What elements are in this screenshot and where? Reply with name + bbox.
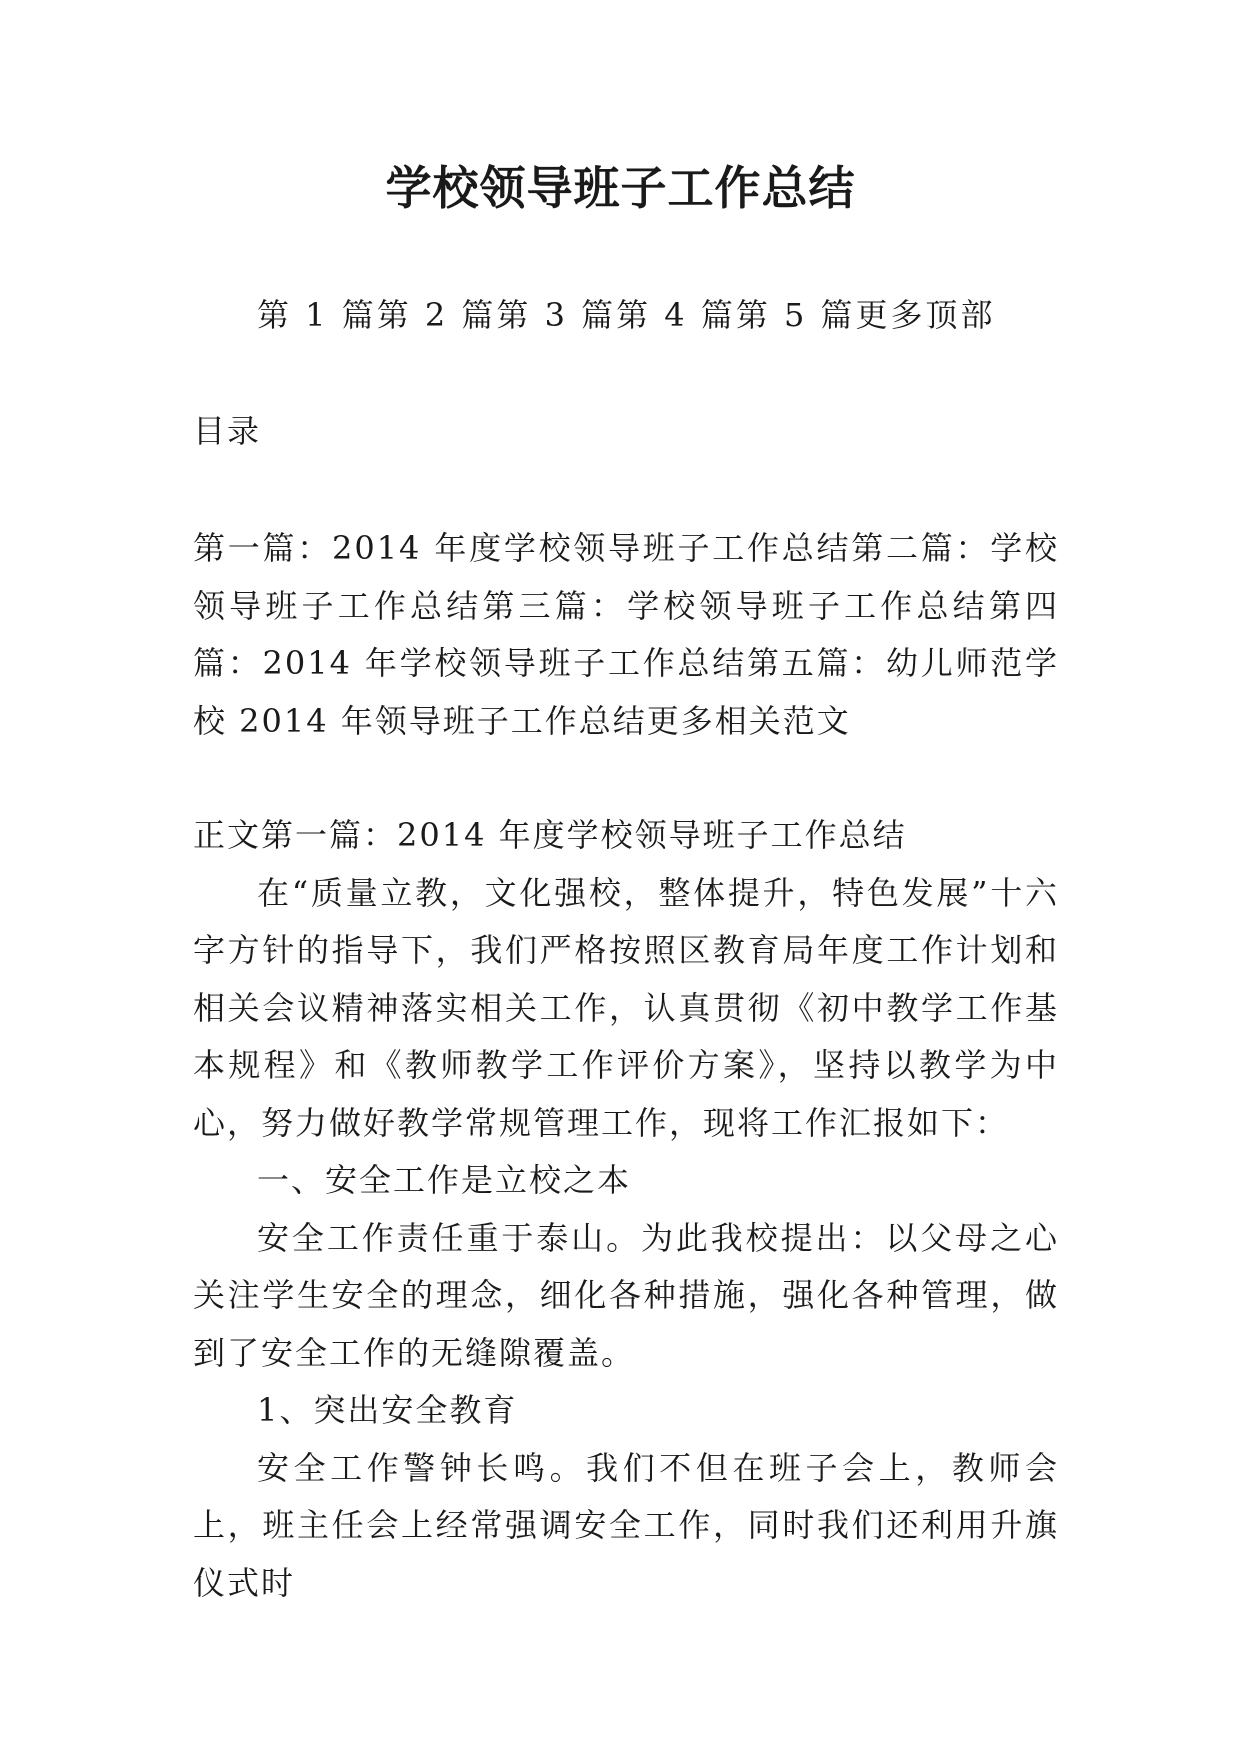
section-heading: 正文第一篇：2014 年度学校领导班子工作总结 — [193, 816, 907, 854]
chapter-navigation: 第 1 篇第 2 篇第 3 篇第 4 篇第 5 篇更多顶部 — [257, 296, 996, 334]
paragraph-safety-education: 安全工作警钟长鸣。我们不但在班子会上，教师会上，班主任会上经常强调安全工作，同时我们还利用升旗仪式时 — [193, 1448, 1059, 1602]
document-title: 学校领导班子工作总结 — [385, 161, 856, 215]
toc-heading: 目录 — [193, 412, 262, 450]
main-body — [193, 807, 1059, 1612]
paragraph-intro: 在“质量立教，文化强校，整体提升，特色发展”十六字方针的指导下，我们严格按照区教育局年度工作计划和相关会议精神落实相关工作，认真贯彻《初中教学工作基本规程》和《教师教学工作评价方案》，坚持以教学为中心，努力做好教学常规管理工作，现将工作汇报如下： — [193, 873, 1059, 1142]
table-of-contents: 第一篇：2014 年度学校领导班子工作总结第二篇：学校领导班子工作总结第三篇：学校领导班子工作总结第四篇：2014 年学校领导班子工作总结第五篇：幼儿师范学校 2014 年领导班子工作总结更多相关范文 — [193, 529, 1059, 740]
paragraph-safety: 安全工作责任重于泰山。为此我校提出：以父母之心关注学生安全的理念，细化各种措施，强化各种管理，做到了安全工作的无缝隙覆盖。 — [193, 1218, 1059, 1372]
heading-safety-work: 一、安全工作是立校之本 — [257, 1161, 632, 1199]
heading-safety-education: 1、突出安全教育 — [257, 1391, 518, 1429]
